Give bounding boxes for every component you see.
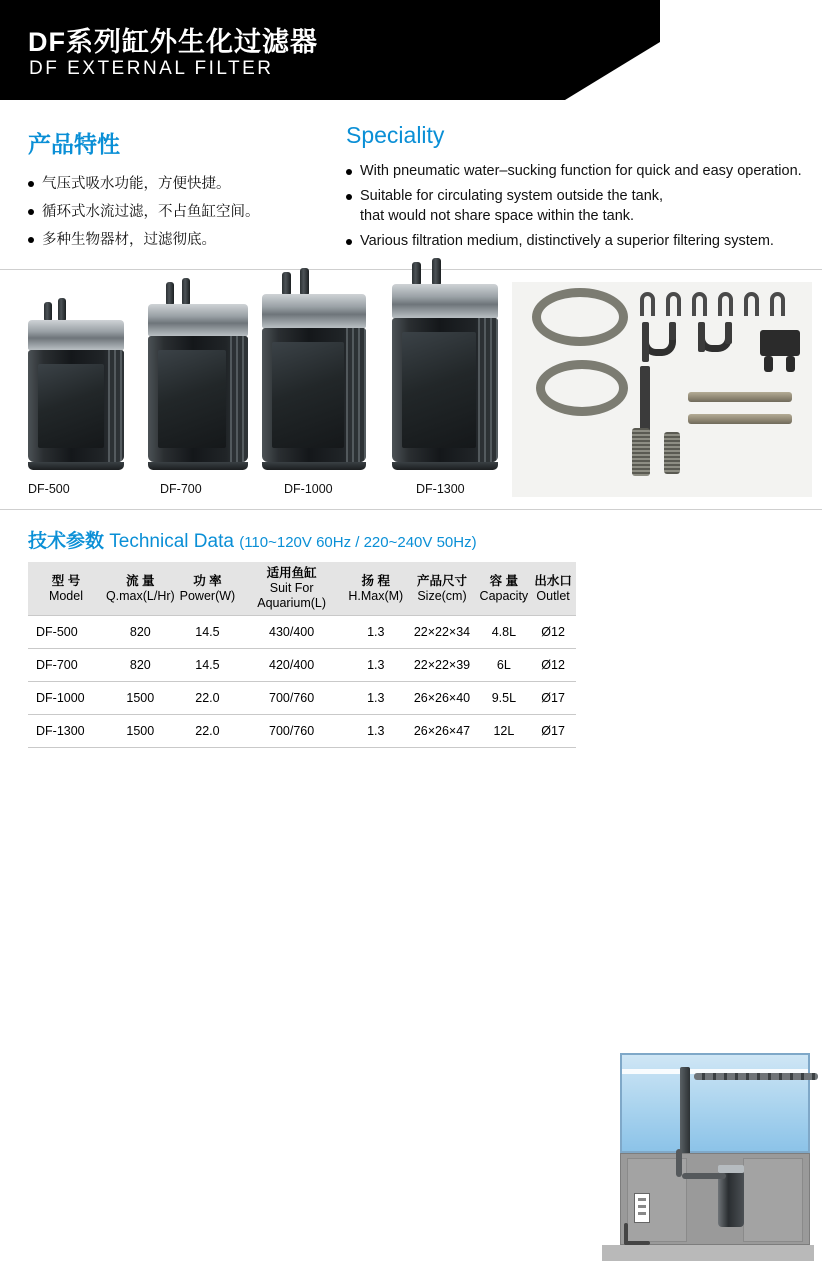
col-head-cn: 扬 程 — [361, 573, 390, 588]
cell-power: 14.5 — [177, 649, 238, 682]
speciality-heading-en: Speciality — [346, 122, 445, 148]
inlet-pipe — [412, 262, 421, 286]
list-item: 气压式吸水功能，方便快捷。 — [28, 173, 328, 195]
intake-strainer — [664, 432, 680, 474]
cell-aquarium: 420/400 — [238, 649, 345, 682]
u-bend-leg — [698, 322, 705, 352]
outlet-pipe — [182, 278, 190, 306]
cell-capacity: 6L — [478, 649, 531, 682]
cell-outlet: Ø17 — [530, 715, 576, 748]
unit-ribs — [346, 328, 366, 462]
cell-outlet: Ø12 — [530, 616, 576, 649]
u-bend-leg — [642, 322, 649, 362]
cell-size: 22×22×34 — [406, 616, 477, 649]
speciality-english-block — [346, 122, 816, 256]
page-title-cn: DF系列缸外生化过滤器 — [28, 27, 318, 57]
cell-outlet: Ø12 — [530, 649, 576, 682]
hose-coil-bottom — [536, 360, 628, 416]
col-power-en: Power(W) — [179, 588, 236, 603]
aquarium-tank — [620, 1053, 810, 1153]
col-model-cn: 型 号 — [51, 573, 81, 588]
col-outlet — [530, 562, 576, 616]
hose-clip-icon — [744, 292, 759, 316]
unit-face — [272, 342, 344, 448]
features-list-en — [346, 161, 816, 251]
valve-nozzle — [786, 356, 795, 372]
col-flow-en: Q.max(L/Hr) — [105, 588, 175, 603]
hose-segment — [682, 1173, 726, 1179]
product-lineup-section — [0, 270, 822, 510]
unit-head — [148, 304, 248, 336]
outlet-slot — [638, 1205, 646, 1208]
table-row — [28, 649, 576, 682]
filter-unit-in-cabinet — [718, 1171, 744, 1227]
cell-aquarium: 430/400 — [238, 616, 345, 649]
col-power — [177, 562, 238, 616]
filter-unit-illustration — [262, 294, 366, 470]
accessories-photo — [512, 282, 812, 497]
spray-bar-in-tank — [694, 1073, 818, 1080]
cell-model: DF-1300 — [28, 715, 104, 748]
unit-ribs — [230, 336, 248, 462]
specs-table — [28, 562, 576, 748]
unit-ribs — [478, 318, 498, 462]
cell-head: 1.3 — [345, 682, 406, 715]
cell-capacity: 9.5L — [478, 682, 531, 715]
outlet-pipe — [300, 268, 309, 296]
filter-unit-head — [718, 1165, 744, 1173]
cell-model: DF-500 — [28, 616, 104, 649]
double-tap-valve — [760, 330, 800, 356]
cell-head: 1.3 — [345, 616, 406, 649]
unit-face — [158, 350, 226, 448]
table-row — [28, 616, 576, 649]
tech-voltage-note: (110~120V 60Hz / 220~240V 50Hz) — [239, 534, 477, 551]
unit-base — [262, 462, 366, 470]
page-title-en: DF EXTERNAL FILTER — [29, 58, 274, 79]
product-df-1000 — [262, 270, 402, 500]
cell-power: 22.0 — [177, 715, 238, 748]
product-df-500 — [28, 270, 148, 500]
table-row — [28, 715, 576, 748]
cell-aquarium: 700/760 — [238, 682, 345, 715]
hose-coil-top — [532, 288, 628, 346]
col-capacity-en: Capacity — [479, 588, 529, 603]
cell-model: DF-700 — [28, 649, 104, 682]
col-aquarium-en: Suit For Aquarium(L) — [257, 581, 327, 610]
col-model — [28, 562, 104, 616]
inlet-pipe — [166, 282, 174, 306]
cell-capacity: 12L — [478, 715, 531, 748]
col-size-en: Size(cm) — [417, 588, 467, 603]
spray-bar-tube — [688, 392, 792, 402]
unit-base — [28, 462, 124, 470]
unit-head — [28, 320, 124, 350]
unit-face — [402, 332, 476, 448]
product-label: DF-1000 — [284, 482, 333, 496]
floor — [602, 1245, 814, 1261]
cell-size: 26×26×47 — [406, 715, 477, 748]
col-power-cn: 功 率 — [193, 573, 222, 588]
cell-aquarium: 700/760 — [238, 715, 345, 748]
outlet-slot — [638, 1212, 646, 1215]
outlet-slot — [638, 1198, 646, 1201]
outlet-pipe — [58, 298, 66, 322]
speciality-chinese-block — [28, 126, 328, 257]
tech-title-en: Technical Data — [109, 531, 234, 552]
hose-clip-icon — [718, 292, 733, 316]
cell-power: 14.5 — [177, 616, 238, 649]
col-head — [345, 562, 406, 616]
col-size — [406, 562, 477, 616]
valve-nozzle — [764, 356, 773, 372]
u-bend-leg — [669, 322, 676, 340]
unit-face — [38, 364, 104, 448]
product-df-700 — [148, 270, 278, 500]
col-capacity — [478, 562, 531, 616]
col-outlet-en: Outlet — [536, 588, 570, 603]
cell-flow: 820 — [104, 616, 177, 649]
unit-base — [148, 462, 248, 470]
speciality-section — [0, 100, 822, 270]
col-flow-cn: 流 量 — [126, 573, 155, 588]
col-model-en: Model — [48, 588, 83, 603]
power-outlet — [634, 1193, 650, 1223]
features-list-cn — [28, 173, 328, 251]
unit-head — [262, 294, 366, 328]
cell-size: 22×22×39 — [406, 649, 477, 682]
product-df-1300 — [392, 270, 532, 500]
filter-unit-illustration — [148, 304, 248, 470]
filter-unit-illustration — [392, 284, 498, 470]
cell-capacity: 4.8L — [478, 616, 531, 649]
table-header-row — [28, 562, 576, 616]
hose-clip-icon — [666, 292, 681, 316]
technical-data-title — [28, 526, 477, 553]
installation-diagram — [598, 1045, 816, 1273]
unit-ribs — [108, 350, 124, 462]
cell-size: 26×26×40 — [406, 682, 477, 715]
technical-data-section — [0, 510, 822, 738]
filter-unit-illustration — [28, 320, 124, 470]
intake-strainer — [632, 428, 650, 476]
list-item: 多种生物器材，过滤彻底。 — [28, 229, 328, 251]
cell-power: 22.0 — [177, 682, 238, 715]
cell-head: 1.3 — [345, 649, 406, 682]
page-header — [0, 0, 822, 100]
inlet-pipe — [282, 272, 291, 296]
col-aquarium — [238, 562, 345, 616]
cell-flow: 820 — [104, 649, 177, 682]
cell-head: 1.3 — [345, 715, 406, 748]
speciality-heading-cn: 产品特性 — [28, 131, 120, 157]
product-label: DF-1300 — [416, 482, 465, 496]
list-item: 循环式水流过滤，不占鱼缸空间。 — [28, 201, 328, 223]
hose-segment — [676, 1149, 682, 1177]
outlet-pipe — [432, 258, 441, 286]
hose-clip-icon — [770, 292, 785, 316]
col-flow — [104, 562, 177, 616]
col-aquarium-cn: 适用鱼缸 — [266, 566, 317, 580]
col-capacity-cn: 容 量 — [489, 573, 519, 588]
u-bend-leg — [725, 322, 732, 344]
cabinet-door-right — [743, 1158, 803, 1242]
product-label: DF-700 — [160, 482, 202, 496]
list-item — [346, 186, 816, 226]
hose-clip-icon — [692, 292, 707, 316]
cell-model: DF-1000 — [28, 682, 104, 715]
cell-outlet: Ø17 — [530, 682, 576, 715]
hose-clip-icon — [640, 292, 655, 316]
tech-title-cn: 技术参数 — [28, 531, 105, 552]
product-label: DF-500 — [28, 482, 70, 496]
cell-flow: 1500 — [104, 715, 177, 748]
table-row — [28, 682, 576, 715]
list-item: Various filtration medium, distinctively a superior filtering system. — [346, 231, 816, 251]
list-item: With pneumatic water–sucking function for quick and easy operation. — [346, 161, 816, 181]
list-item-line2: that would not share space within the tank. — [360, 208, 635, 224]
cell-flow: 1500 — [104, 682, 177, 715]
inlet-pipe — [44, 302, 52, 322]
col-head-en: H.Max(M) — [348, 588, 404, 603]
unit-base — [392, 462, 498, 470]
col-outlet-cn: 出水口 — [534, 573, 572, 588]
unit-head — [392, 284, 498, 318]
col-size-cn: 产品尺寸 — [416, 573, 467, 588]
list-item-line1: Suitable for circulating system outside the tank, — [360, 188, 664, 204]
spray-bar-tube — [688, 414, 792, 424]
intake-pipe-in-tank — [680, 1067, 690, 1159]
